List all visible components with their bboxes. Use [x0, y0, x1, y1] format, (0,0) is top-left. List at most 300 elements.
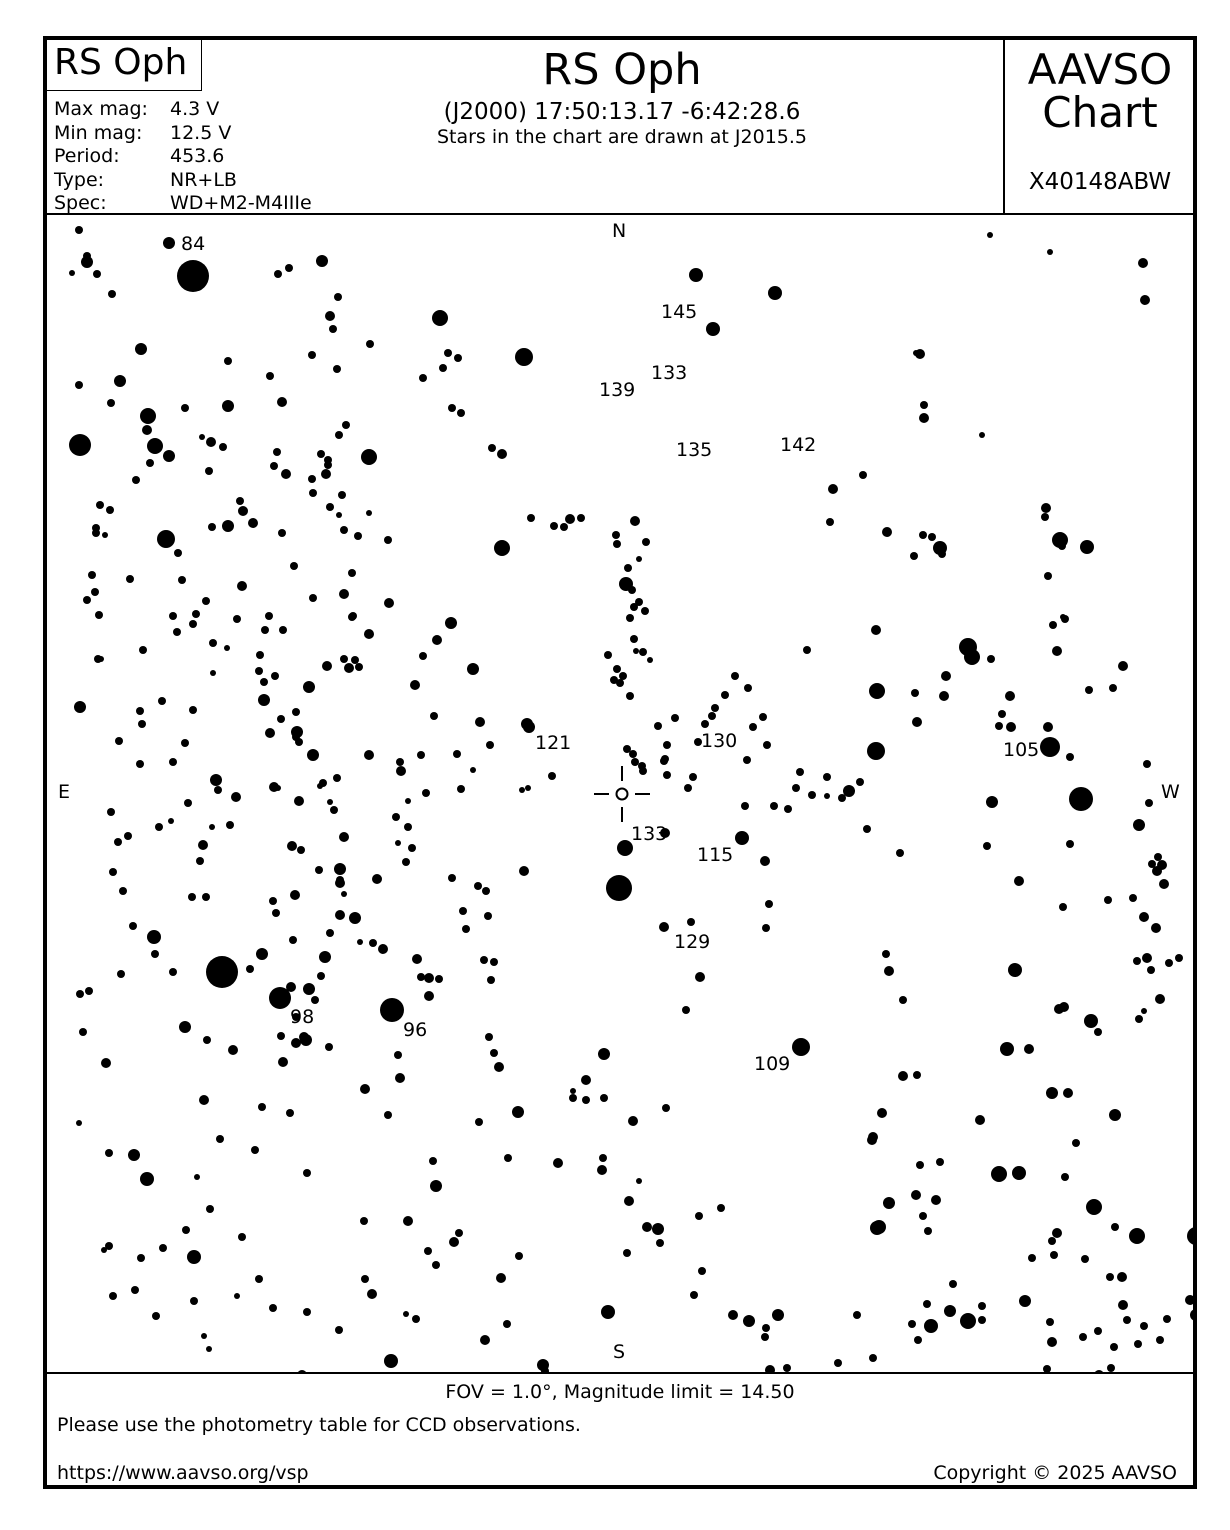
star: [486, 741, 494, 749]
comparison-label: 142: [780, 434, 817, 456]
aavso-chart-title: AAVSO Chart: [1027, 45, 1173, 137]
star: [339, 832, 349, 842]
star: [1107, 1364, 1115, 1372]
star: [210, 670, 216, 676]
star: [432, 1261, 440, 1269]
star: [324, 456, 332, 464]
star: [158, 697, 166, 705]
south-label: S: [613, 1341, 626, 1363]
star: [1014, 876, 1024, 886]
star: [639, 767, 647, 775]
star: [743, 756, 751, 764]
star: [883, 1197, 895, 1209]
copyright: Copyright © 2025 AAVSO: [933, 1462, 1177, 1484]
star: [168, 818, 174, 824]
star: [1060, 614, 1066, 620]
star: [335, 1326, 343, 1334]
star: [152, 1312, 160, 1320]
star: [107, 399, 115, 407]
star: [641, 607, 649, 615]
star: [236, 497, 244, 505]
star: [107, 808, 115, 816]
star: [206, 1205, 214, 1213]
star: [1134, 1340, 1142, 1348]
star: [1000, 1042, 1014, 1056]
star: [488, 444, 496, 452]
star: [448, 404, 456, 412]
star: [1048, 1237, 1056, 1245]
star: [136, 707, 144, 715]
star: [105, 1149, 113, 1157]
star: [762, 1324, 770, 1332]
star: [1117, 1272, 1127, 1282]
star: [128, 1149, 140, 1161]
star: [1028, 1254, 1036, 1262]
star: [743, 1315, 755, 1327]
star: [448, 874, 456, 882]
star: [462, 925, 470, 933]
star: [519, 866, 529, 876]
comparison-label: 96: [403, 1019, 428, 1041]
star: [151, 950, 159, 958]
star: [206, 437, 216, 447]
star: [224, 645, 230, 651]
star: [690, 1291, 698, 1299]
star: [109, 1292, 117, 1300]
star: [76, 990, 84, 998]
star: [106, 506, 114, 514]
star: [339, 589, 349, 599]
star: [979, 432, 985, 438]
star: [251, 1146, 259, 1154]
star: [636, 1178, 642, 1184]
star: [396, 766, 406, 776]
star: [366, 510, 372, 516]
star: [326, 929, 334, 937]
star: [349, 912, 361, 924]
star: [882, 527, 892, 537]
star: [598, 1048, 610, 1060]
star: [512, 1106, 524, 1118]
star: [430, 712, 438, 720]
star: [783, 1364, 791, 1372]
star: [569, 1094, 577, 1102]
info-key: Period:: [54, 145, 120, 167]
star: [1069, 787, 1093, 811]
star: [1043, 722, 1053, 732]
star: [663, 771, 671, 779]
star: [124, 832, 132, 840]
star: [631, 758, 639, 766]
star: [867, 742, 885, 760]
star: [803, 646, 811, 654]
star: [132, 476, 140, 484]
star: [222, 520, 234, 532]
star: [871, 625, 881, 635]
star: [624, 564, 632, 572]
star: [410, 680, 420, 690]
star: [269, 897, 277, 905]
star: [136, 760, 144, 768]
star: [684, 784, 692, 792]
star: [838, 794, 846, 802]
star: [695, 1212, 703, 1220]
star: [360, 1217, 368, 1225]
star: [369, 939, 377, 947]
star: [659, 922, 669, 932]
star: [277, 715, 285, 723]
star: [656, 1239, 664, 1247]
star: [234, 1293, 240, 1299]
coordinates: (J2000) 17:50:13.17 -6:42:28.6: [443, 99, 801, 125]
star: [859, 471, 867, 479]
star: [749, 723, 757, 731]
star: [482, 887, 490, 895]
star: [987, 655, 995, 663]
star: [119, 887, 127, 895]
star: [315, 866, 323, 874]
star: [303, 1169, 311, 1177]
info-row-max-mag: [54, 98, 312, 122]
star: [326, 503, 334, 511]
star: [949, 1280, 957, 1288]
epoch-note: Stars in the chart are drawn at J2015.5: [436, 126, 808, 148]
star: [1156, 1336, 1164, 1344]
star: [238, 1233, 246, 1241]
star: [525, 785, 531, 791]
star: [435, 975, 443, 983]
star: [429, 1157, 437, 1165]
star: [92, 524, 100, 532]
star: [1040, 737, 1060, 757]
star: [765, 900, 773, 908]
star: [484, 912, 492, 920]
star: [137, 1254, 145, 1262]
info-row-type: [54, 169, 312, 193]
star: [912, 717, 922, 727]
star: [384, 1111, 392, 1119]
star: [408, 844, 416, 852]
star: [135, 343, 147, 355]
chart-id: X40148ABW: [1028, 169, 1172, 195]
star: [494, 1062, 504, 1072]
star: [1005, 691, 1015, 701]
star: [155, 823, 163, 831]
star: [475, 1118, 483, 1126]
vsp-link[interactable]: https://www.aavso.org/vsp: [57, 1462, 309, 1484]
star: [924, 1227, 932, 1235]
star: [763, 741, 771, 749]
star: [384, 1354, 398, 1368]
star: [303, 681, 315, 693]
star: [1046, 1318, 1054, 1326]
star: [869, 683, 885, 699]
star: [604, 651, 612, 659]
star: [424, 1247, 432, 1255]
star: [286, 1109, 294, 1117]
star: [647, 657, 653, 663]
star: [424, 973, 434, 983]
star: [348, 613, 356, 621]
star: [246, 965, 254, 973]
star: [496, 1273, 506, 1283]
chart-header: [47, 40, 1193, 215]
star: [194, 1174, 200, 1180]
star: [275, 785, 281, 791]
star: [69, 434, 91, 456]
star: [69, 270, 75, 276]
star: [1052, 1228, 1062, 1238]
star: [307, 749, 319, 761]
star: [351, 656, 359, 664]
star: [660, 757, 668, 765]
star: [654, 722, 662, 730]
star: [467, 663, 479, 675]
star: [1059, 1002, 1069, 1012]
star: [914, 1336, 922, 1344]
star: [1044, 572, 1052, 580]
star: [1133, 957, 1141, 965]
star: [140, 408, 156, 424]
star: [265, 728, 275, 738]
star: [872, 1220, 886, 1234]
star: [169, 612, 177, 620]
star: [392, 813, 400, 821]
star: [630, 635, 638, 643]
star: [1024, 1044, 1034, 1054]
comparison-label: 115: [697, 844, 734, 866]
star: [327, 799, 333, 805]
star: [898, 1071, 908, 1081]
info-row-min-mag: [54, 122, 312, 146]
star: [95, 611, 103, 619]
star: [336, 512, 342, 518]
star: [475, 717, 485, 727]
star: [1058, 542, 1066, 550]
info-row-spec: [54, 192, 312, 216]
star: [613, 665, 621, 673]
star: [255, 1275, 263, 1283]
star: [335, 878, 345, 888]
star: [278, 1057, 288, 1067]
star: [613, 540, 621, 548]
star: [364, 750, 374, 760]
star: [1061, 1173, 1069, 1181]
star: [978, 1316, 986, 1324]
star: [311, 996, 319, 1004]
star: [550, 522, 558, 530]
star: [515, 348, 533, 366]
star: [114, 375, 126, 387]
star: [289, 936, 297, 944]
info-value: NR+LB: [170, 168, 237, 191]
star: [96, 501, 104, 509]
star: [272, 909, 280, 917]
star: [75, 226, 83, 234]
star: [279, 626, 287, 634]
star: [334, 863, 346, 875]
star: [1148, 860, 1156, 868]
chart-frame: [43, 36, 1197, 1489]
star: [642, 538, 650, 546]
star: [74, 701, 86, 713]
star: [1085, 686, 1093, 694]
star: [642, 1222, 652, 1232]
fov-text: FOV = 1.0°, Magnitude limit = 14.50: [445, 1381, 795, 1403]
star: [1143, 760, 1151, 768]
star: [1141, 1008, 1147, 1014]
star: [206, 1346, 212, 1352]
comparison-label: 109: [754, 1053, 791, 1075]
star: [199, 434, 205, 440]
star: [325, 311, 335, 321]
star: [258, 1103, 266, 1111]
star: [317, 972, 325, 980]
star: [139, 646, 147, 654]
star: [1190, 1309, 1193, 1321]
star: [548, 772, 556, 780]
star: [1129, 1228, 1145, 1244]
star: [405, 798, 411, 804]
star: [292, 708, 300, 716]
star: [188, 893, 196, 901]
star: [1047, 249, 1053, 255]
star: [91, 588, 99, 596]
star: [1080, 540, 1094, 554]
star: [285, 264, 293, 272]
star: [924, 1319, 938, 1333]
star: [93, 270, 101, 278]
info-key: Max mag:: [54, 98, 148, 120]
star: [519, 787, 525, 793]
star: [190, 1297, 198, 1305]
star: [202, 597, 210, 605]
star: [796, 768, 804, 776]
star: [129, 922, 137, 930]
star: [271, 672, 279, 680]
star: [273, 448, 281, 456]
star: [308, 351, 316, 359]
star: [325, 1043, 333, 1051]
star: [721, 691, 729, 699]
info-value: 453.6: [170, 145, 225, 167]
star: [380, 998, 404, 1022]
star: [79, 1028, 87, 1036]
comparison-label: 133: [651, 362, 688, 384]
star: [919, 413, 929, 423]
star: [1050, 1251, 1058, 1259]
star: [1147, 966, 1155, 974]
star: [964, 649, 980, 665]
star: [628, 586, 636, 594]
star: [187, 1250, 201, 1264]
star: [931, 1195, 941, 1205]
star: [142, 425, 152, 435]
star: [960, 1313, 976, 1329]
star: [1175, 954, 1183, 962]
star: [147, 930, 161, 944]
star: [1104, 896, 1112, 904]
star: [117, 970, 125, 978]
star: [226, 821, 234, 829]
star: [76, 1120, 82, 1126]
star: [717, 1204, 725, 1212]
star: [355, 663, 363, 671]
star: [412, 1315, 420, 1323]
star: [157, 530, 175, 548]
star: [115, 737, 123, 745]
star: [1046, 1087, 1058, 1099]
star: [1059, 903, 1067, 911]
west-label: W: [1161, 781, 1180, 803]
star: [329, 325, 337, 333]
star: [290, 562, 298, 570]
star: [944, 1305, 956, 1317]
star: [941, 671, 951, 681]
star: [206, 956, 238, 988]
star: [636, 556, 642, 562]
star: [735, 831, 749, 845]
star: [792, 1038, 810, 1056]
star: [626, 614, 634, 622]
star: [291, 1038, 301, 1048]
star: [1066, 840, 1074, 848]
star: [287, 841, 297, 851]
star: [209, 639, 217, 647]
star: [98, 656, 104, 662]
star: [102, 532, 108, 538]
star: [919, 531, 927, 539]
star: [601, 1305, 615, 1319]
star: [277, 397, 287, 407]
star: [419, 374, 427, 382]
star: [281, 469, 291, 479]
star: [863, 825, 871, 833]
star: [770, 802, 778, 810]
comparison-label: 84: [181, 233, 206, 255]
star: [521, 718, 533, 730]
star: [238, 506, 248, 516]
star: [208, 523, 216, 531]
star: [255, 667, 263, 675]
star: [741, 802, 749, 810]
star: [503, 1320, 511, 1328]
star: [178, 576, 186, 584]
star: [1006, 722, 1016, 732]
star: [291, 726, 303, 738]
star: [687, 918, 695, 926]
star: [403, 1216, 413, 1226]
star: [457, 409, 465, 417]
star: [330, 806, 338, 814]
star: [938, 550, 946, 558]
star: [109, 868, 117, 876]
star: [706, 322, 720, 336]
star: [1140, 1322, 1148, 1330]
star: [274, 270, 282, 278]
star: [908, 1320, 916, 1328]
star: [83, 596, 91, 604]
star: [308, 475, 316, 483]
star: [248, 518, 258, 528]
star: [1086, 1199, 1102, 1215]
star: [138, 720, 146, 728]
star: [395, 840, 401, 846]
star: [193, 281, 203, 291]
star: [1063, 1088, 1073, 1098]
star: [1109, 684, 1117, 692]
star: [1012, 1166, 1026, 1180]
